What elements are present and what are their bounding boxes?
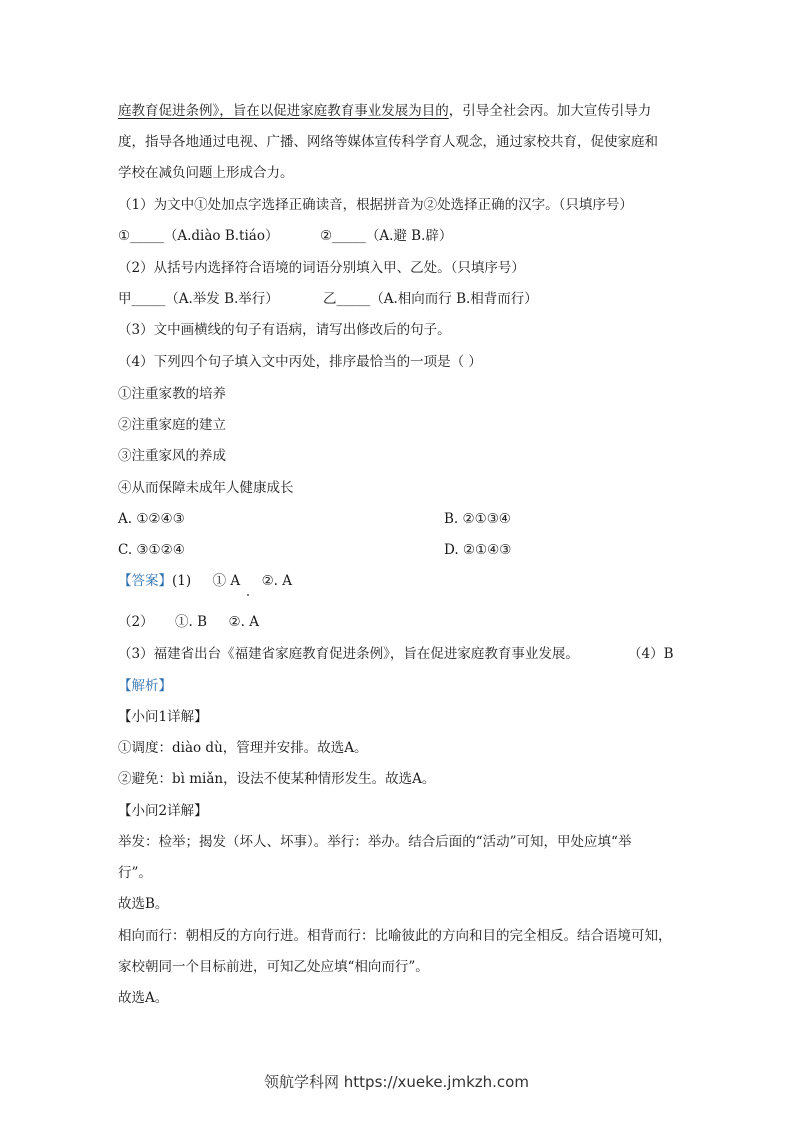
question-2: （2）从括号内选择符合语境的词语分别填入甲、乙处。（只填序号） [118, 260, 525, 276]
q4-sentence-2: ②注重家庭的建立 [118, 417, 226, 433]
option-c: C. ③①②④ [118, 542, 185, 558]
option-a: A. ①②④③ [118, 511, 185, 527]
sub2-line-4: 相向而行：朝相反的方向行进。相背而行：比喻彼此的方向和目的完全相反。结合语境可知， [118, 928, 672, 944]
q4-sentence-4: ④从而保障未成年人健康成长 [118, 480, 294, 496]
answer-line-1 [118, 571, 292, 591]
answer-tag: 【答案】 [118, 573, 172, 589]
question-1-blanks [118, 226, 453, 246]
sub2-line-3: 故选B。 [118, 896, 169, 912]
q2-blank-b: 乙_____（A.相向而行 B.相背而行） [323, 291, 538, 307]
answer-1: (1) ① A ②. A [172, 573, 293, 589]
answer-line-3 [118, 644, 678, 664]
analysis-tag: 【解析】 [118, 678, 172, 694]
passage-line-2: 度，指导各地通过电视、广播、网络等媒体宣传科学育人观念，通过家校共育，促使家庭和 [118, 134, 658, 150]
passage-line-1-rest: ，引导全社会丙。加大宣传引导力 [448, 103, 652, 119]
q4-sentence-1: ①注重家教的培养 [118, 386, 226, 402]
answer-4: （4）B [628, 646, 674, 662]
sub-question-1-heading: 【小问1详解】 [118, 709, 208, 725]
underlined-sentence: 庭教育促进条例》，旨在以促进家庭教育事业发展为目的 [118, 103, 449, 119]
question-3: （3）文中画横线的句子有语病，请写出修改后的句子。 [118, 322, 451, 338]
answer-2: （2） ①. B ②. A [118, 614, 259, 630]
sub-question-2-heading: 【小问2详解】 [118, 803, 208, 819]
options-row-2 [118, 540, 678, 560]
option-d: D. ②①④③ [444, 542, 512, 558]
sub1-line-1: ①调度：diào dù，管理并安排。故选A。 [118, 740, 368, 756]
sub2-line-1: 举发：检举；揭发（坏人、坏事）。举行：举办。结合后面的“活动”可知，甲处应填“举 [118, 834, 632, 850]
sub2-line-5: 家校朝同一个目标前进，可知乙处应填“相向而行”。 [118, 959, 429, 975]
question-4: （4）下列四个句子填入文中丙处，排序最恰当的一项是（ ） [118, 354, 482, 370]
q2-blank-a: 甲_____（A.举发 B.举行） [118, 291, 279, 307]
question-2-blanks [118, 289, 538, 309]
sub2-line-6: 故选A。 [118, 990, 169, 1006]
q1-blank-a: ①_____（A.diào B.tiáo） [118, 228, 279, 244]
question-1: （1）为文中①处加点字选择正确读音，根据拼音为②处选择正确的汉字。（只填序号） [118, 197, 633, 213]
q4-sentence-3: ③注重家风的养成 [118, 448, 226, 464]
footer-watermark: 领航学科网 https://xueke.jmkzh.com [264, 1073, 529, 1091]
option-b: B. ②①③④ [444, 511, 511, 527]
answer-3: （3）福建省出台《福建省家庭教育促进条例》，旨在促进家庭教育事业发展。 [118, 646, 579, 662]
q1-blank-b: ②_____（A.避 B.辟） [320, 228, 453, 244]
sub2-line-2: 行”。 [118, 865, 152, 881]
passage-line-3: 学校在减负问题上形成合力。 [118, 165, 294, 181]
sub1-line-2: ②避免：bì miǎn，设法不使某种情形发生。故选A。 [118, 771, 436, 787]
options-row-1 [118, 509, 678, 529]
stray-dot [247, 594, 249, 596]
passage-line-1 [118, 101, 651, 121]
